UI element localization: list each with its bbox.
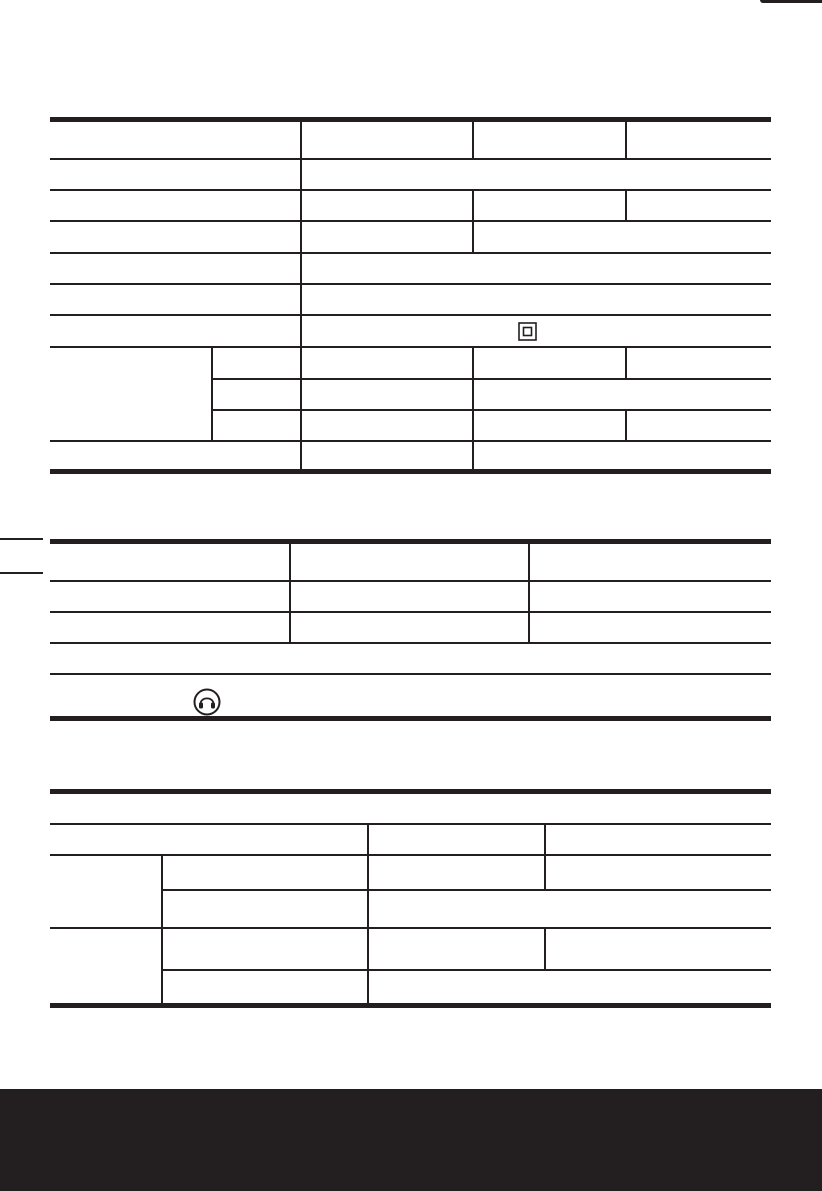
row-rule	[50, 854, 771, 856]
double-insulation-icon	[518, 322, 537, 341]
table-top-rule	[50, 789, 771, 794]
table-top-rule	[50, 117, 771, 122]
row-rule	[50, 346, 771, 348]
row-rule	[50, 220, 771, 222]
row-rule	[162, 889, 771, 891]
table-top-rule	[50, 539, 771, 544]
col-rule	[472, 440, 474, 469]
footer-band	[0, 1089, 822, 1191]
col-rule	[625, 189, 627, 220]
row-rule	[50, 158, 771, 160]
side-tab-mark	[0, 572, 43, 574]
row-rule	[50, 440, 771, 442]
col-rule	[211, 346, 213, 440]
row-rule	[211, 378, 771, 380]
ear-protection-icon	[193, 688, 221, 716]
table-bottom-rule	[50, 469, 771, 474]
col-rule	[625, 346, 627, 378]
col-rule	[289, 544, 291, 642]
col-rule	[472, 122, 474, 158]
row-rule	[50, 927, 771, 929]
col-rule	[625, 409, 627, 440]
col-rule	[161, 854, 163, 1003]
row-rule	[50, 673, 771, 675]
row-rule	[50, 611, 771, 613]
row-rule	[50, 580, 771, 582]
table-bottom-rule	[50, 1003, 771, 1008]
row-rule	[50, 252, 771, 254]
col-rule	[472, 378, 474, 409]
col-rule	[300, 122, 302, 469]
col-rule	[472, 346, 474, 378]
row-rule	[162, 969, 771, 971]
table-bottom-rule	[50, 716, 771, 721]
row-rule	[50, 283, 771, 285]
edge-mark-top	[760, 0, 822, 3]
col-rule	[544, 823, 546, 889]
row-rule	[50, 314, 771, 316]
row-rule	[50, 189, 771, 191]
col-rule	[625, 122, 627, 158]
col-rule	[472, 189, 474, 220]
col-rule	[367, 823, 369, 1003]
col-rule	[472, 409, 474, 440]
row-rule	[211, 409, 771, 411]
col-rule	[544, 927, 546, 969]
side-tab-mark	[0, 538, 43, 540]
col-rule	[528, 544, 530, 642]
col-rule	[472, 220, 474, 252]
row-rule	[50, 642, 771, 644]
row-rule	[50, 823, 771, 825]
